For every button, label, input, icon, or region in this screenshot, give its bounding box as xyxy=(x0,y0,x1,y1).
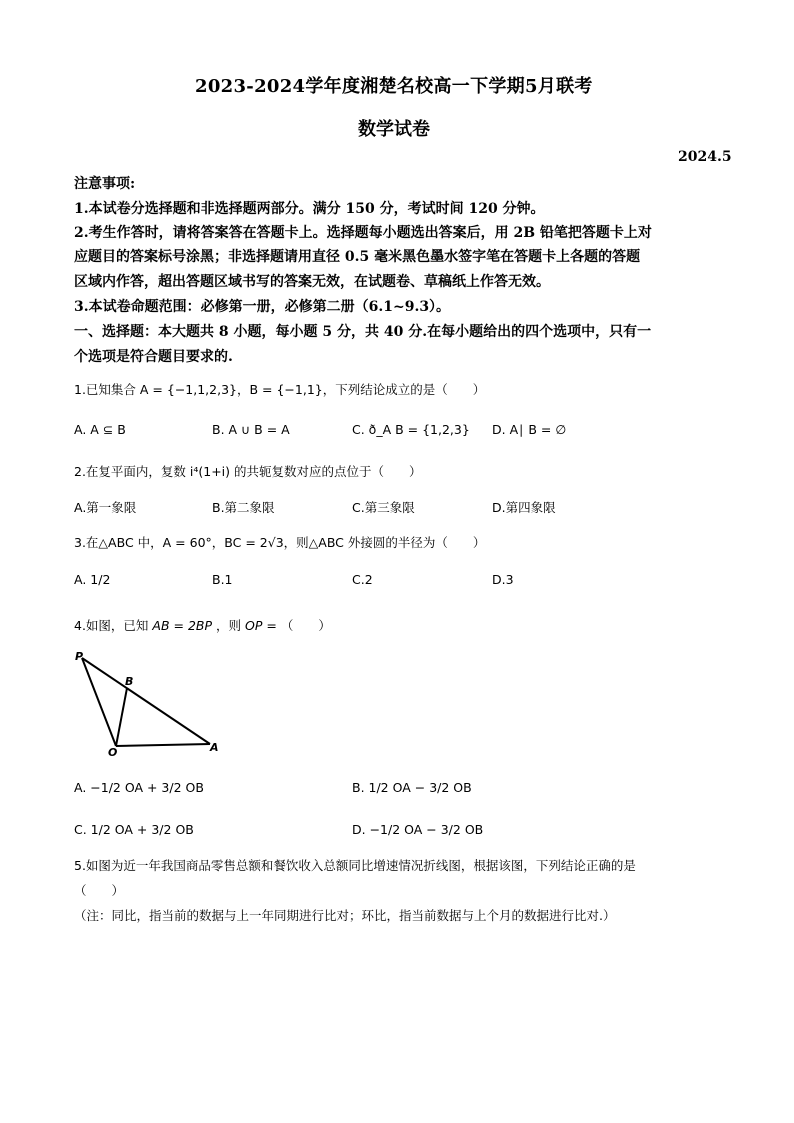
q4-option-d: D. −1/2 OA − 3/2 OB xyxy=(352,822,484,837)
notice-item-2-line-1: 2.考生作答时，请将答案答在答题卡上。选择题每小题选出答案后，用 2B 铅笔把答题卡上对 xyxy=(74,225,652,241)
point-b-label: B xyxy=(125,675,134,688)
exam-title: 2023-2024学年度湘楚名校高一下学期5月联考 xyxy=(195,76,593,97)
q4-option-a: A. −1/2 OA + 3/2 OB xyxy=(74,780,204,795)
q4-option-b: B. 1/2 OA − 3/2 OB xyxy=(352,780,472,795)
exam-date: 2024.5 xyxy=(678,149,732,165)
q1-option-b: B. A ∪ B = A xyxy=(212,422,290,437)
q2-option-c: C.第三象限 xyxy=(352,500,415,515)
q3-option-a: A. 1/2 xyxy=(74,572,111,587)
notice-item-2-line-2: 应题目的答案标号涂黑；非选择题请用直径 0.5 毫米黑色墨水签字笔在答题卡上各题的答题 xyxy=(74,249,641,265)
q4-mid: ，则 xyxy=(216,618,242,633)
q2-option-b: B.第二象限 xyxy=(212,500,275,515)
q5-answer-blank: （ ） xyxy=(74,883,125,898)
q4-vector-equation: AB = 2BP xyxy=(152,618,213,633)
q4-triangle-figure xyxy=(70,648,230,758)
q4-prefix: 4.如图，已知 xyxy=(74,618,149,633)
notice-item-3: 3.本试卷命题范围：必修第一册，必修第二册（6.1~9.3）。 xyxy=(74,299,451,315)
q3-option-c: C.2 xyxy=(352,572,373,587)
q2-option-d: D.第四象限 xyxy=(492,500,556,515)
q4-vector-op: OP = xyxy=(245,618,277,633)
point-o-label: O xyxy=(108,746,118,758)
q4-figure-lines xyxy=(82,658,210,746)
exam-subtitle: 数学试卷 xyxy=(358,119,430,140)
section-heading-line-1: 一、选择题：本大题共 8 小题，每小题 5 分，共 40 分.在每小题给出的四个选项中，只有一 xyxy=(74,324,652,340)
q3-option-b: B.1 xyxy=(212,572,233,587)
q1-option-a: A. A ⊆ B xyxy=(74,422,126,437)
q2-option-a: A.第一象限 xyxy=(74,500,137,515)
question-1: 1.已知集合 A = {−1,1,2,3}，B = {−1,1}，下列结论成立的是（ ） xyxy=(74,382,486,397)
question-4 xyxy=(74,616,331,634)
point-p-label: P xyxy=(75,650,84,663)
q5-note: （注：同比，指当前的数据与上一年同期进行比对；环比，指当前数据与上个月的数据进行比对.） xyxy=(74,908,616,923)
q1-option-d: D. A∣ B = ∅ xyxy=(492,422,567,437)
section-heading-line-2: 个选项是符合题目要求的. xyxy=(74,349,233,365)
question-3: 3.在△ABC 中，A = 60°，BC = 2√3，则△ABC 外接圆的半径为（ ） xyxy=(74,535,486,550)
notice-heading: 注意事项: xyxy=(74,176,136,192)
q4-suffix: （ ） xyxy=(280,618,331,633)
question-5: 5.如图为近一年我国商品零售总额和餐饮收入总额同比增速情况折线图，根据该图，下列结论正确的是 xyxy=(74,858,636,873)
question-2: 2.在复平面内，复数 i⁴(1+i) 的共轭复数对应的点位于（ ） xyxy=(74,464,422,479)
notice-item-1: 1.本试卷分选择题和非选择题两部分。满分 150 分，考试时间 120 分钟。 xyxy=(74,201,545,217)
point-a-label: A xyxy=(210,741,219,754)
q3-option-d: D.3 xyxy=(492,572,514,587)
q4-option-c: C. 1/2 OA + 3/2 OB xyxy=(74,822,194,837)
notice-item-2-line-3: 区域内作答，超出答题区域书写的答案无效，在试题卷、草稿纸上作答无效。 xyxy=(74,274,550,290)
q1-option-c: C. ð_A B = {1,2,3} xyxy=(352,422,470,437)
